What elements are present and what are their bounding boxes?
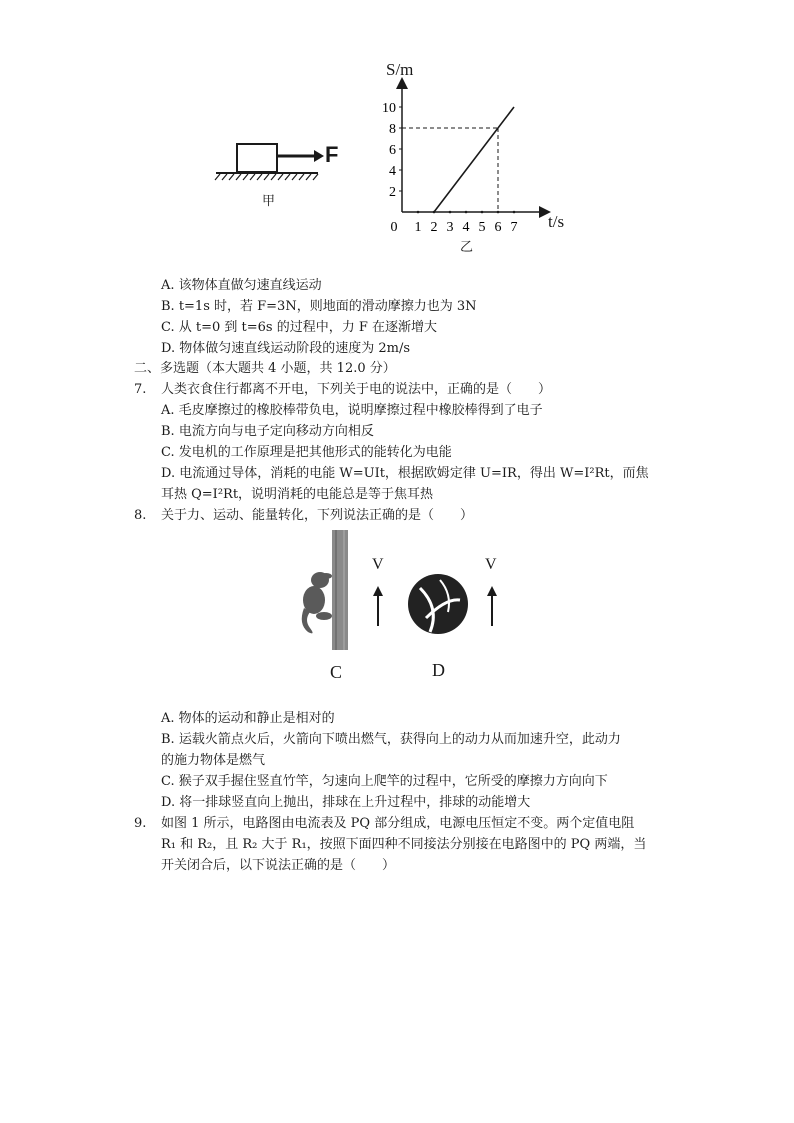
figure-cd-svg <box>290 528 510 688</box>
series-line <box>434 107 514 212</box>
q8-number: 8. <box>134 508 147 523</box>
q8-option-b-line1: B. 运载火箭点火后，火箭向下喷出燃气，获得向上的动力从而加速升空，此动力 <box>161 732 621 747</box>
x-tick-label: 7 <box>510 220 518 235</box>
q8-stem: 关于力、运动、能量转化，下列说法正确的是（ ） <box>161 508 474 523</box>
y-tick-label: 2 <box>389 185 396 200</box>
x-tick-label: 5 <box>478 220 486 235</box>
q6-option-b: B. t=1s 时，若 F=3N，则地面的滑动摩擦力也为 3N <box>161 299 477 314</box>
q9-line3: 开关闭合后，以下说法正确的是（ ） <box>161 858 396 873</box>
q9-line2: R₁ 和 R₂，且 R₂ 大于 R₁，按照下面四种不同接法分别接在电路图中的 PQ 两端，当 <box>161 837 647 852</box>
x-axis-label: t/s <box>548 212 565 231</box>
x-tick-mark <box>481 211 484 214</box>
q7-option-a: A. 毛皮摩擦过的橡胶棒带负电，说明摩擦过程中橡胶棒得到了电子 <box>161 403 543 418</box>
x-tick-label: 4 <box>462 220 470 235</box>
x-tick-mark <box>465 211 468 214</box>
q7-option-c: C. 发电机的工作原理是把其他形式的能转化为电能 <box>161 445 452 460</box>
graph-caption: 乙 <box>460 240 474 255</box>
monkey <box>302 572 332 633</box>
block <box>237 144 277 172</box>
x-tick-label: 6 <box>494 220 502 235</box>
y-tick-label: 8 <box>389 122 396 137</box>
figure-yi-graph <box>376 58 586 258</box>
q7-stem: 人类衣食住行都离不开电，下列关于电的说法中，正确的是（ ） <box>161 382 552 397</box>
x-tick-mark <box>449 211 452 214</box>
section-header: 二、多选题（本大题共 4 小题，共 12.0 分） <box>134 361 396 376</box>
q8-option-a: A. 物体的运动和静止是相对的 <box>161 711 335 726</box>
q9-number: 9. <box>134 816 147 831</box>
figure-label-c: C <box>330 662 343 682</box>
q6-option-d: D. 物体做匀速直线运动阶段的速度为 2m/s <box>161 341 411 356</box>
y-tick-label: 10 <box>382 101 396 116</box>
q7-option-d-line2: 耳热 Q=I²Rt，说明消耗的电能总是等于焦耳热 <box>161 487 434 502</box>
q7-option-d-line1: D. 电流通过导体，消耗的电能 W=UIt，根据欧姆定律 U=IR，得出 W=I²Rt，而焦 <box>161 466 649 481</box>
volleyball <box>408 574 468 634</box>
bamboo-pole <box>332 530 348 650</box>
q7-option-b: B. 电流方向与电子定向移动方向相反 <box>161 424 374 439</box>
x-tick-mark <box>417 211 420 214</box>
y-axis-label: S/m <box>386 60 414 79</box>
force-label: F <box>325 142 339 167</box>
x-tick-label: 2 <box>430 220 438 235</box>
x-tick-label: 3 <box>446 220 454 235</box>
velocity-label-d: V <box>485 556 497 573</box>
q9-line1: 如图 1 所示，电路图由电流表及 PQ 部分组成，电源电压恒定不变。两个定值电阻 <box>161 816 635 831</box>
figure-jia-caption: 甲 <box>262 194 276 209</box>
q8-option-c: C. 猴子双手握住竖直竹竿，匀速向上爬竿的过程中，它所受的摩擦力方向向下 <box>161 774 608 789</box>
figure-label-d: D <box>432 660 445 680</box>
x-tick-mark <box>513 211 516 214</box>
x-tick-label: 1 <box>414 220 422 235</box>
q6-option-a: A. 该物体直做匀速直线运动 <box>161 278 322 293</box>
data-series <box>434 107 514 212</box>
y-tick-label: 4 <box>389 164 396 179</box>
figure-jia <box>210 138 340 213</box>
q8-option-b-line2: 的施力物体是燃气 <box>161 753 266 768</box>
velocity-label-c: V <box>372 556 384 573</box>
figure-cd <box>290 528 510 688</box>
q7-number: 7. <box>134 382 147 397</box>
y-tick-label: 6 <box>389 143 396 158</box>
q6-option-c: C. 从 t=0 到 t=6s 的过程中，力 F 在逐渐增大 <box>161 320 438 335</box>
guide-lines <box>402 128 498 212</box>
x-tick-label: 0 <box>390 220 398 235</box>
q8-option-d: D. 将一排球竖直向上抛出，排球在上升过程中，排球的动能增大 <box>161 795 531 810</box>
